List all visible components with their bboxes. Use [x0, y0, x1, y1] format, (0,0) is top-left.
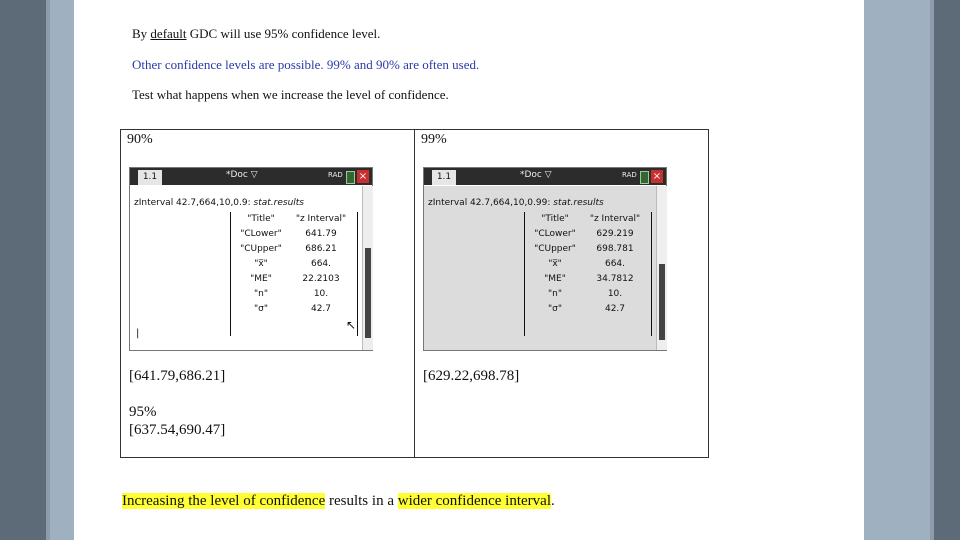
table-divider — [414, 130, 415, 457]
conclusion-mid: results in a — [325, 493, 398, 509]
matrix-key: "CUpper" — [534, 244, 576, 254]
matrix-row — [231, 274, 357, 289]
matrix-row — [525, 244, 651, 259]
matrix-value: 42.7 — [604, 304, 626, 314]
matrix-key: "Title" — [541, 214, 569, 224]
matrix-row — [231, 289, 357, 304]
calc-tab[interactable]: 1.1 — [138, 170, 162, 185]
calc-command-result: stat.results — [253, 198, 304, 208]
matrix-row — [525, 214, 651, 229]
matrix-row — [231, 304, 357, 319]
calc-scrollbar[interactable] — [362, 186, 373, 350]
battery-icon — [346, 171, 355, 184]
matrix-row — [525, 274, 651, 289]
matrix-key: "CUpper" — [240, 244, 282, 254]
matrix-value: 698.781 — [596, 244, 634, 254]
calc-command — [428, 198, 604, 208]
matrix-row — [231, 229, 357, 244]
matrix-key: "CLower" — [534, 229, 576, 239]
calc-doc-menu[interactable]: *Doc ▽ — [520, 170, 552, 180]
matrix-value: 629.219 — [596, 229, 634, 239]
scrollbar-thumb[interactable] — [365, 248, 371, 338]
matrix-key: "ME" — [544, 274, 566, 284]
interval-95: [637.54,690.47] — [129, 422, 226, 438]
matrix-key: "σ" — [548, 304, 562, 314]
mouse-pointer-icon: ↖ — [346, 318, 357, 332]
calculator-screen-90 — [129, 167, 373, 351]
result-matrix — [230, 212, 358, 336]
slide-page — [74, 0, 864, 540]
highlight-wider: wider confidence interval — [397, 493, 551, 509]
intro-line1-pre: By — [132, 26, 151, 41]
matrix-value: "z Interval" — [295, 214, 347, 224]
matrix-value: 641.79 — [305, 229, 337, 239]
calc-titlebar — [424, 168, 666, 185]
conclusion-sentence — [122, 493, 555, 510]
matrix-value: 10. — [313, 289, 329, 299]
header-99: 99% — [421, 132, 447, 147]
matrix-value: 22.2103 — [302, 274, 340, 284]
label-95: 95% — [129, 404, 157, 420]
matrix-key: "σ" — [254, 304, 268, 314]
text-cursor: | — [136, 328, 140, 339]
matrix-value: 34.7812 — [596, 274, 634, 284]
calc-rad-indicator: RAD — [328, 171, 343, 179]
calc-tab[interactable]: 1.1 — [432, 170, 456, 185]
conclusion-end: . — [551, 493, 555, 509]
matrix-value: "z Interval" — [589, 214, 641, 224]
matrix-row — [525, 289, 651, 304]
right-border-light — [864, 0, 934, 540]
scrollbar-thumb[interactable] — [659, 264, 665, 340]
matrix-value: 664. — [604, 259, 626, 269]
interval-90: [641.79,686.21] — [129, 368, 226, 384]
calc-doc-menu[interactable]: *Doc ▽ — [226, 170, 258, 180]
intro-line-other-levels: Other confidence levels are possible. 99% and 90% are often used. — [132, 57, 480, 72]
matrix-value: 686.21 — [305, 244, 337, 254]
matrix-key: "ME" — [250, 274, 272, 284]
matrix-value: 664. — [310, 259, 332, 269]
calc-screen — [424, 186, 656, 350]
header-90: 90% — [127, 132, 153, 147]
calc-command — [134, 198, 304, 208]
matrix-key: "Title" — [247, 214, 275, 224]
matrix-row — [231, 214, 357, 229]
matrix-key: "n" — [254, 289, 268, 299]
comparison-table — [120, 129, 709, 458]
matrix-key: "CLower" — [240, 229, 282, 239]
close-icon[interactable]: × — [358, 171, 368, 182]
calc-command-result: stat.results — [553, 198, 604, 208]
close-icon[interactable]: × — [652, 171, 662, 182]
battery-icon — [640, 171, 649, 184]
matrix-value: 42.7 — [310, 304, 332, 314]
matrix-row — [525, 229, 651, 244]
intro-line1-underlined: default — [150, 26, 187, 41]
matrix-row — [231, 259, 357, 274]
matrix-value: 10. — [607, 289, 623, 299]
intro-line-default — [132, 26, 380, 42]
calc-rad-indicator: RAD — [622, 171, 637, 179]
calc-command-text: zInterval 42.7,664,10,0.9: — [134, 198, 254, 208]
matrix-key: "n" — [548, 289, 562, 299]
calculator-screen-99 — [423, 167, 667, 351]
highlight-increasing: Increasing the level of confidence — [122, 493, 326, 509]
intro-line1-post: GDC will use 95% confidence level. — [186, 26, 381, 41]
matrix-row — [525, 259, 651, 274]
calc-command-text: zInterval 42.7,664,10,0.99: — [428, 198, 554, 208]
matrix-row — [525, 304, 651, 319]
interval-99: [629.22,698.78] — [423, 368, 520, 384]
result-matrix — [524, 212, 652, 336]
intro-line-test: Test what happens when we increase the level of confidence. — [132, 87, 449, 102]
left-border-light — [50, 0, 74, 540]
calc-scrollbar[interactable] — [656, 186, 667, 350]
matrix-key: "x̅" — [548, 259, 562, 269]
calc-screen — [130, 186, 362, 350]
matrix-key: "x̅" — [254, 259, 268, 269]
right-border-dark — [934, 0, 960, 540]
matrix-row — [231, 244, 357, 259]
left-border-dark — [0, 0, 46, 540]
calc-titlebar — [130, 168, 372, 185]
